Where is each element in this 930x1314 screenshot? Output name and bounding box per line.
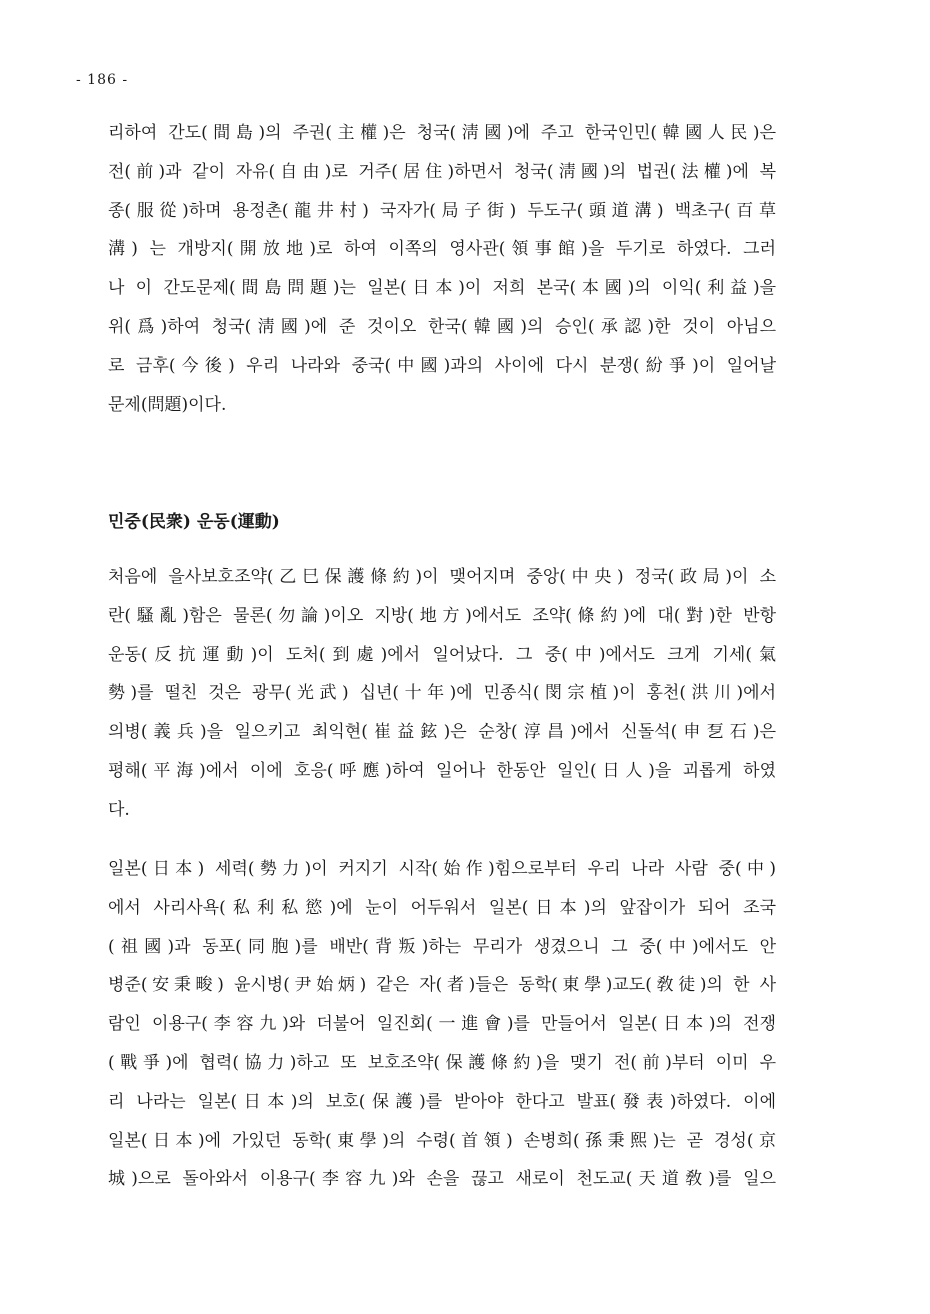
paragraph-2 bbox=[108, 558, 776, 830]
text-line: 勢)를 떨친 것은 광무(光武) 십년(十年)에 민종식(閔宗植)이 홍천(洪川)에서 bbox=[108, 683, 776, 704]
text-line: 리 나라는 일본(日本)의 보호(保護)를 받아야 한다고 발표(發表)하였다. 이에 bbox=[108, 1091, 776, 1112]
text-line: 로 금후(今後) 우리 나라와 중국(中國)과의 사이에 다시 분쟁(紛爭)이 일어날 bbox=[108, 355, 776, 376]
text-line: 전(前)과 같이 자유(自由)로 거주(居住)하면서 청국(淸國)의 법권(法權)에 복 bbox=[108, 161, 776, 182]
text-line: 다. bbox=[108, 799, 130, 820]
section-heading: 민중(民衆) 운동(運動) bbox=[108, 512, 280, 532]
text-line: 나 이 간도문제(間島問題)는 일본(日本)이 저희 본국(本國)의 이익(利益)을 bbox=[108, 278, 776, 299]
text-line: 병준(安秉畯) 윤시병(尹始炳) 같은 자(者)들은 동학(東學)교도(敎徒)의 한 사 bbox=[108, 975, 776, 996]
text-line: 溝) 는 개방지(開放地)로 하여 이쪽의 영사관(領事館)을 두기로 하였다. 그러 bbox=[108, 239, 776, 260]
text-line: 城)으로 돌아와서 이용구(李容九)와 손을 끊고 새로이 천도교(天道敎)를 일으 bbox=[108, 1169, 776, 1190]
paragraph-1 bbox=[108, 114, 776, 424]
paragraph-3 bbox=[108, 850, 776, 1199]
text-line: (祖國)과 동포(同胞)를 배반(背叛)하는 무리가 생겼으니 그 중(中)에서도 안 bbox=[108, 936, 776, 957]
text-line: (戰爭)에 협력(協力)하고 또 보호조약(保護條約)을 맺기 전(前)부터 이미 우 bbox=[108, 1052, 776, 1073]
text-line: 에서 사리사욕(私利私慾)에 눈이 어두워서 일본(日本)의 앞잡이가 되어 조국 bbox=[108, 897, 776, 918]
text-line: 위(爲)하여 청국(淸國)에 준 것이오 한국(韓國)의 승인(承認)한 것이 아님으 bbox=[108, 316, 776, 337]
page-number: - 186 - bbox=[76, 72, 129, 88]
text-line: 의병(義兵)을 일으키고 최익현(崔益鉉)은 순창(淳昌)에서 신돌석(申乭石)은 bbox=[108, 722, 776, 743]
text-line: 운동(反抗運動)이 도처(到處)에서 일어났다. 그 중(中)에서도 크게 기세(氣 bbox=[108, 644, 776, 665]
text-line: 리하여 간도(間島)의 주권(主權)은 청국(淸國)에 주고 한국인민(韓國人民)은 bbox=[108, 123, 776, 143]
text-line: 란(騷亂)함은 물론(勿論)이오 지방(地方)에서도 조약(條約)에 대(對)한 반항 bbox=[108, 605, 776, 626]
text-line: 문제(問題)이다. bbox=[108, 394, 227, 415]
text-line: 일본(日本)에 가있던 동학(東學)의 수령(首領) 손병희(孫秉熙)는 곧 경성(京 bbox=[108, 1130, 776, 1151]
text-line: 평해(平海)에서 이에 호응(呼應)하여 일어나 한동안 일인(日人)을 괴롭게 하였 bbox=[108, 760, 776, 781]
text-line: 종(服從)하며 용정촌(龍井村) 국자가(局子街) 두도구(頭道溝) 백초구(百草 bbox=[108, 200, 776, 221]
text-line: 일본(日本) 세력(勢力)이 커지기 시작(始作)힘으로부터 우리 나라 사람 중(中) bbox=[108, 859, 776, 879]
text-line: 처음에 을사보호조약(乙巳保護條約)이 맺어지며 중앙(中央) 정국(政局)이 소 bbox=[108, 567, 776, 587]
text-line: 람인 이용구(李容九)와 더불어 일진회(一進會)를 만들어서 일본(日本)의 전쟁 bbox=[108, 1014, 776, 1035]
